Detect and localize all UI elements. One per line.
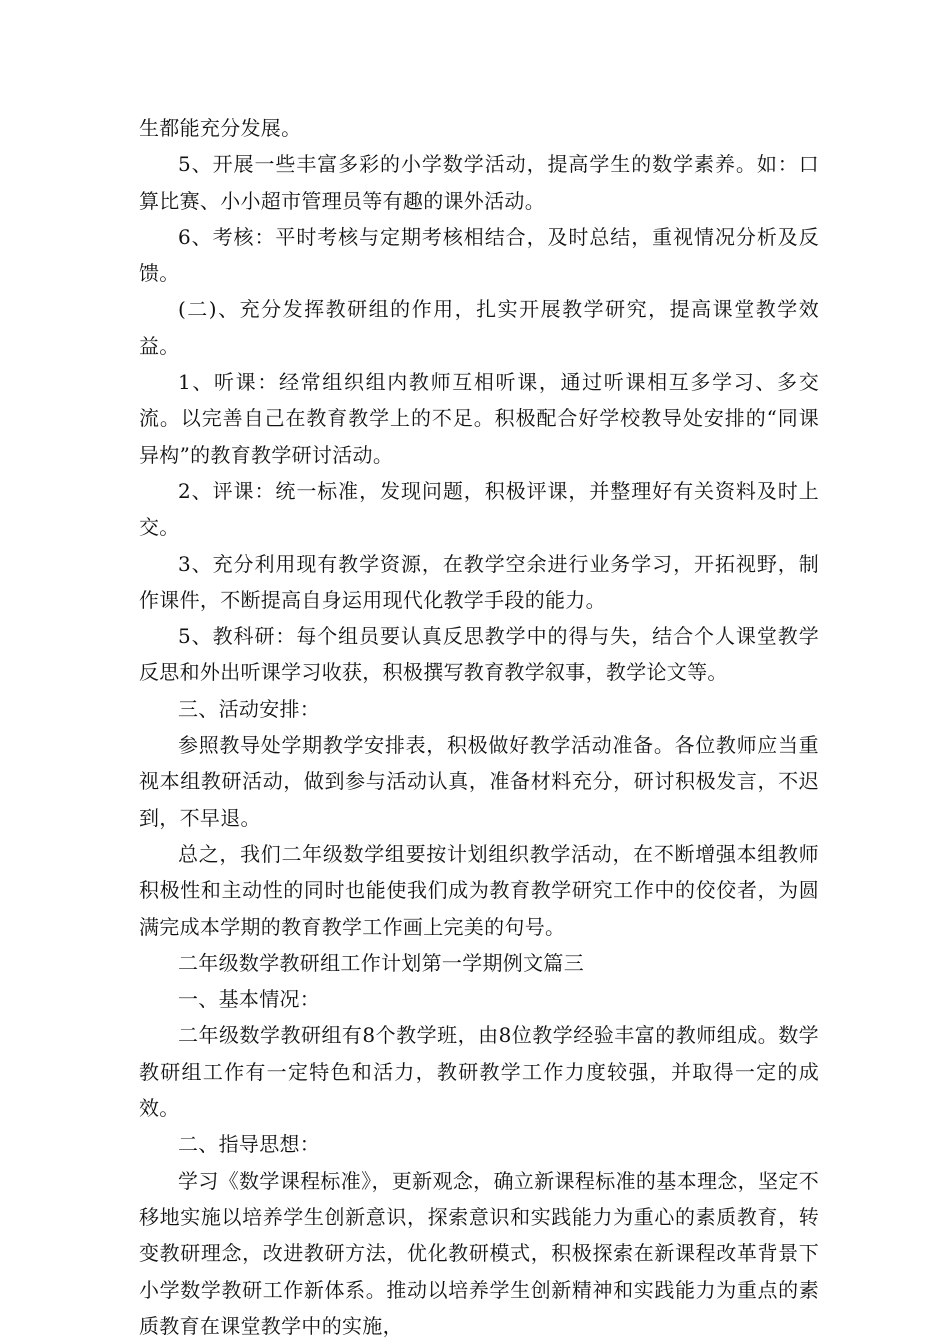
paragraph: 5、开展一些丰富多彩的小学数学活动，提高学生的数学素养。如：口算比赛、小小超市管理员等有趣的课外活动。 — [139, 152, 819, 213]
document-body — [139, 110, 819, 1344]
paragraph: 学习《数学课程标准》，更新观念，确立新课程标准的基本理念，坚定不移地实施以培养学生创新意识，探索意识和实践能力为重心的素质教育，转变教研理念，改进教研方法，优化教研模式，积极探索在新课程改革背景下小学数学教研工作新体系。推动以培养学生创新精神和实践能力为重点的素质教育在课堂教学中的实施， — [139, 1168, 819, 1338]
paragraph: 参照教导处学期教学安排表，积极做好教学活动准备。各位教师应当重视本组教研活动，做到参与活动认真，准备材料充分，研讨积极发言，不迟到，不早退。 — [139, 733, 819, 830]
paragraph: 3、充分利用现有教学资源，在教学空余进行业务学习，开拓视野，制作课件，不断提高自身运用现代化教学手段的能力。 — [139, 551, 819, 612]
section-heading: 三、活动安排： — [178, 696, 321, 721]
section-heading: 二、指导思想： — [178, 1132, 321, 1157]
paragraph: 6、考核：平时考核与定期考核相结合，及时总结，重视情况分析及反馈。 — [139, 224, 819, 286]
paragraph: 5、教科研：每个组员要认真反思教学中的得与失，结合个人课堂教学反思和外出听课学习收获，积极撰写教育教学叙事，教学论文等。 — [139, 624, 819, 685]
paragraph: 二年级数学教研组有8个教学班，由8位教学经验丰富的教师组成。数学教研组工作有一定特色和活力，教研教学工作力度较强，并取得一定的成效。 — [139, 1023, 819, 1121]
paragraph: 2、评课：统一标准，发现问题，积极评课，并整理好有关资料及时上交。 — [139, 478, 819, 540]
section-heading: (二)、充分发挥教研组的作用，扎实开展教学研究，提高课堂教学效益。 — [139, 297, 819, 358]
article-title: 二年级数学教研组工作计划第一学期例文篇三 — [178, 950, 584, 975]
paragraph: 生都能充分发展。 — [139, 116, 302, 140]
section-heading: 一、基本情况： — [178, 987, 321, 1012]
paragraph: 总之，我们二年级数学组要按计划组织教学活动，在不断增强本组教师积极性和主动性的同时也能使我们成为教育教学研究工作中的佼佼者，为圆满完成本学期的教育教学工作画上完美的句号。 — [139, 841, 819, 939]
paragraph: 1、听课：经常组织组内教师互相听课，通过听课相互多学习、多交流。以完善自己在教育教学上的不足。积极配合好学校教导处安排的“同课异构”的教育教学研讨活动。 — [139, 370, 819, 467]
